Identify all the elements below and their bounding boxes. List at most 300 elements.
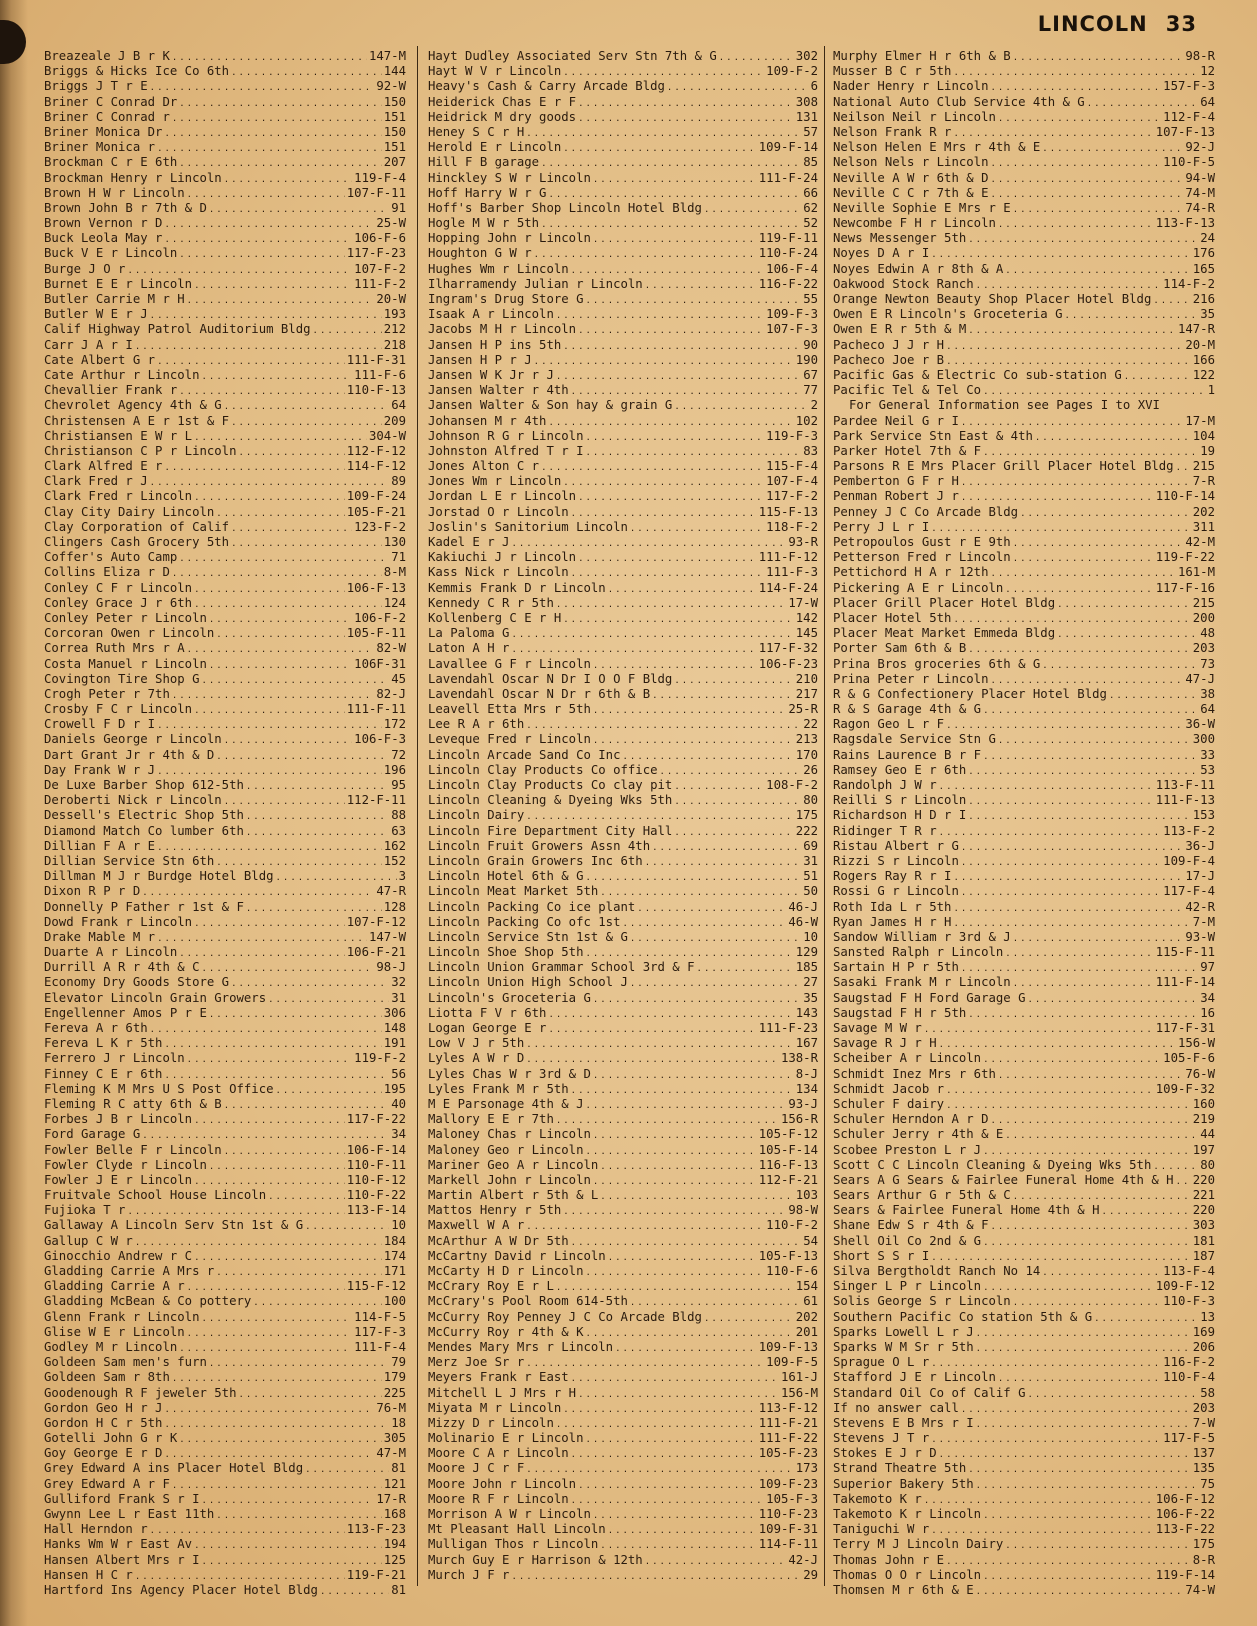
leader-dots: [526, 127, 801, 140]
leader-dots: [231, 977, 389, 990]
listing-phone-number: 145: [795, 626, 818, 641]
listing-phone-number: 109-F-23: [758, 1476, 818, 1491]
listing-row: [833, 1279, 1215, 1294]
leader-dots: [548, 1008, 793, 1021]
leader-dots: [961, 841, 1184, 854]
listing-name: Lavendahl Oscar N Dr r 6th & B: [428, 686, 651, 701]
listing-name: Clark Fred r J: [44, 474, 148, 489]
listing-row: [428, 1264, 818, 1279]
listing-phone-number: 161-J: [780, 1370, 818, 1385]
listing-row: [833, 79, 1215, 94]
listing-phone-number: 151: [383, 109, 406, 124]
listing-phone-number: 92-J: [1185, 140, 1215, 155]
listing-row: [428, 49, 818, 64]
leader-dots: [150, 1023, 382, 1036]
leader-dots: [674, 826, 793, 839]
listing-row: [833, 1416, 1215, 1431]
listing-name: Low V J r 5th: [428, 1036, 525, 1051]
listing-name: Herold E r Lincoln: [428, 140, 562, 155]
listing-phone-number: 12: [1200, 64, 1215, 79]
listing-phone-number: 110-F-4: [1163, 1370, 1215, 1385]
listing-name: Nelson Frank R r: [833, 124, 952, 139]
listing-row: [44, 64, 406, 79]
leader-dots: [268, 993, 389, 1006]
listing-row: [44, 1082, 406, 1097]
leader-dots: [953, 871, 1183, 884]
listing-row: [44, 763, 406, 778]
listing-phone-number: 115-F-11: [1155, 945, 1215, 960]
leader-dots: [194, 491, 345, 504]
listing-name: Lincoln Meat Market 5th: [428, 884, 599, 899]
leader-dots: [216, 507, 344, 520]
listing-row: [428, 459, 818, 474]
listing-name: Savage M W r: [833, 1021, 922, 1035]
listing-name: Corcoran Owen r Lincoln: [44, 626, 215, 641]
leader-dots: [674, 795, 801, 808]
leader-dots: [990, 1220, 1190, 1233]
listing-name: Solis George S r Lincoln: [833, 1294, 1011, 1309]
leader-dots: [209, 1160, 345, 1173]
listing-row: [833, 535, 1215, 550]
listing-phone-number: 17-J: [1185, 869, 1215, 884]
listing-phone-number: 129: [795, 945, 818, 960]
listing-name: Fereva A r 6th: [44, 1021, 148, 1035]
listing-phone-number: 117-F-32: [758, 641, 818, 656]
leader-dots: [201, 962, 374, 975]
listing-name: Owen E R r 5th & M: [833, 322, 967, 337]
listing-row: [833, 1173, 1215, 1188]
listing-row: [833, 763, 1215, 778]
listing-phone-number: 83: [803, 443, 818, 458]
listing-phone-number: 130: [383, 535, 406, 549]
listing-row: [428, 1310, 818, 1325]
page-header: [1038, 12, 1197, 36]
listing-phone-number: 162: [383, 838, 406, 853]
listing-phone-number: 38: [1200, 686, 1215, 701]
listing-phone-number: 109-F-14: [758, 140, 818, 155]
listing-row: [833, 1218, 1215, 1233]
listing-row: [44, 1112, 406, 1127]
listing-name: Finney C E r 6th: [44, 1066, 163, 1081]
leader-dots: [585, 446, 801, 459]
listing-phone-number: 106-F-13: [346, 580, 406, 595]
listing-name: Kakiuchi J r Lincoln: [428, 550, 577, 565]
leader-dots: [976, 1585, 1184, 1598]
listing-row: [428, 307, 818, 322]
listing-row: [833, 1158, 1215, 1173]
listing-phone-number: 191: [383, 1036, 406, 1051]
listing-phone-number: 112-F-4: [1163, 109, 1215, 124]
listing-row: [44, 1097, 406, 1112]
leader-dots: [1005, 583, 1153, 596]
listing-name: R & G Confectionery Placer Hotel Bldg: [833, 686, 1107, 701]
listing-name: Hansen Albert Mrs r I: [44, 1552, 200, 1567]
listing-phone-number: 44: [1200, 1127, 1215, 1142]
leader-dots: [983, 1509, 1154, 1522]
listing-row: [44, 322, 406, 337]
listing-name: Liotta F V r 6th: [428, 1005, 547, 1020]
listing-name: Coffer's Auto Camp: [44, 550, 178, 565]
listing-row: [428, 429, 818, 444]
listing-name: Leveque Fred r Lincoln: [428, 732, 591, 747]
leader-dots: [1035, 431, 1191, 444]
listing-name: Gulliford Frank S r I: [44, 1491, 200, 1506]
leader-dots: [571, 1494, 765, 1507]
leader-dots: [976, 279, 1162, 292]
listing-phone-number: 210: [795, 671, 818, 686]
listing-row: [833, 1051, 1215, 1066]
listing-row: [44, 1127, 406, 1142]
leader-dots: [578, 324, 764, 337]
listing-name: Sparks W M Sr r 5th: [833, 1339, 974, 1354]
leader-dots: [961, 1403, 1191, 1416]
leader-dots: [578, 112, 794, 125]
listing-name: Lincoln Union Grammar School 3rd & F: [428, 960, 695, 975]
listing-name: McCurry Roy r 4th & K: [428, 1324, 584, 1339]
listing-phone-number: 116-F-13: [758, 1157, 818, 1172]
listing-phone-number: 181: [1192, 1233, 1215, 1248]
listing-phone-number: 105-F-3: [766, 1491, 818, 1506]
leader-dots: [946, 719, 1183, 732]
listing-phone-number: 82-W: [376, 641, 406, 656]
leader-dots: [172, 567, 382, 580]
listing-name: Dixon R P r D: [44, 884, 141, 899]
listing-row: [428, 216, 818, 231]
listing-row: [833, 1021, 1215, 1036]
leader-dots: [968, 795, 1154, 808]
leader-dots: [1042, 142, 1183, 155]
listing-name: Penney J C Co Arcade Bldg: [833, 504, 1019, 519]
listing-phone-number: 93-R: [788, 535, 818, 549]
listing-phone-number: 124: [383, 595, 406, 610]
leader-dots: [216, 1266, 382, 1279]
leader-dots: [953, 66, 1198, 79]
listing-row: [44, 945, 406, 960]
listing-row: [44, 155, 406, 170]
listing-row: [833, 1477, 1215, 1492]
leader-dots: [924, 1023, 1154, 1036]
listing-name: Sprague O L r: [833, 1355, 930, 1370]
leader-dots: [135, 1570, 345, 1583]
listing-row: [428, 1492, 818, 1507]
leader-dots: [674, 674, 793, 687]
listing-phone-number: 106-F-2: [354, 610, 406, 625]
listing-row: [44, 338, 406, 353]
listing-row: [428, 596, 818, 611]
listing-row: [833, 322, 1215, 337]
listing-row: [44, 1477, 406, 1492]
listing-phone-number: 110-F-24: [758, 246, 818, 261]
listing-phone-number: 165: [1192, 261, 1215, 276]
listing-row: [44, 657, 406, 672]
listing-name: Brown Vernon r D: [44, 216, 163, 231]
leader-dots: [164, 1038, 381, 1051]
listing-phone-number: 17-M: [1185, 413, 1215, 428]
listing-name: Hinckley S W r Lincoln: [428, 170, 591, 185]
listing-row: [833, 520, 1215, 535]
leader-dots: [239, 1388, 382, 1401]
listing-row: [44, 79, 406, 94]
listing-row: [44, 398, 406, 413]
listing-name: Schuler Jerry r 4th & E: [833, 1127, 1004, 1142]
leader-dots: [1013, 203, 1184, 216]
listing-phone-number: 110-F-23: [758, 1507, 818, 1521]
leader-dots: [1013, 977, 1154, 990]
listing-row: [428, 702, 818, 717]
listing-name: Sansted Ralph r Lincoln: [833, 945, 1004, 960]
listing-phone-number: 106-F-23: [758, 656, 818, 671]
listing-row: [833, 64, 1215, 79]
leader-dots: [593, 659, 757, 672]
listing-row: [833, 155, 1215, 170]
listing-row: [44, 201, 406, 216]
listing-row: [428, 1203, 818, 1218]
listing-phone-number: 106F-31: [354, 656, 406, 671]
leader-dots: [585, 1433, 756, 1446]
leader-dots: [268, 1190, 345, 1203]
leader-dots: [998, 218, 1154, 231]
page-number: 33: [1165, 12, 1197, 36]
leader-dots: [216, 1509, 382, 1522]
city-title: LINCOLN: [1037, 12, 1148, 36]
listing-name: Briggs J T r E: [44, 79, 148, 94]
listing-name: Burnet E E r Lincoln: [44, 276, 193, 291]
leader-dots: [946, 1084, 1154, 1097]
listing-phone-number: 113-F-11: [1155, 778, 1215, 792]
listing-row: [833, 824, 1215, 839]
listing-phone-number: 51: [803, 869, 818, 884]
listing-phone-number: 117-F-22: [346, 1112, 406, 1127]
leader-dots: [593, 173, 757, 186]
listing-phone-number: 42-M: [1185, 535, 1215, 549]
listing-row: [833, 1249, 1215, 1264]
listing-row: [44, 216, 406, 231]
listing-name: Hansen H C r: [44, 1567, 133, 1582]
leader-dots: [313, 324, 382, 337]
listing-row: [833, 1553, 1215, 1568]
listing-phone-number: 85: [803, 155, 818, 170]
listing-phone-number: 8-R: [1192, 1552, 1215, 1567]
listing-phone-number: 116-F-22: [758, 276, 818, 291]
listing-phone-number: 117-F-5: [1163, 1431, 1215, 1446]
listing-phone-number: 196: [383, 762, 406, 777]
leader-dots: [578, 1388, 779, 1401]
leader-dots: [983, 750, 1198, 763]
listing-name: Heavy's Cash & Carry Arcade Bldg: [428, 79, 665, 94]
leader-dots: [968, 1008, 1198, 1021]
leader-dots: [983, 385, 1206, 398]
listing-row: [833, 1203, 1215, 1218]
listing-row: [44, 839, 406, 854]
listing-name: Maloney Chas r Lincoln: [428, 1127, 591, 1142]
leader-dots: [976, 1327, 1191, 1340]
listing-row: [44, 1310, 406, 1325]
listing-phone-number: 63: [391, 823, 406, 838]
listing-name: Parsons R E Mrs Placer Grill Placer Hotel Bldg: [833, 459, 1174, 474]
listing-phone-number: 135: [1192, 1461, 1215, 1476]
leader-dots: [164, 1448, 374, 1461]
listing-name: Lincoln Shoe Shop 5th: [428, 945, 584, 960]
listing-row: [428, 368, 818, 383]
listing-row: [44, 930, 406, 945]
listing-row: [44, 1340, 406, 1355]
leader-dots: [164, 461, 344, 474]
listing-name: Scott C C Lincoln Cleaning & Dyeing Wks 5th: [833, 1157, 1152, 1172]
listing-row: [428, 1158, 818, 1173]
listing-name: Dowd Frank r Lincoln: [44, 914, 193, 929]
leader-dots: [1153, 294, 1190, 307]
listing-row: [44, 1446, 406, 1461]
listing-phone-number: 34: [391, 1127, 406, 1142]
listing-name: Gallup C W r: [44, 1233, 133, 1248]
leader-dots: [585, 1266, 764, 1279]
listing-name: Maloney Geo r Lincoln: [428, 1142, 584, 1157]
listing-row: [44, 1143, 406, 1158]
listing-phone-number: 115-F-12: [346, 1279, 406, 1294]
listing-phone-number: 81: [391, 1461, 406, 1476]
leader-dots: [1005, 947, 1153, 960]
listing-name: Kadel E r J: [428, 535, 510, 549]
listing-row: [833, 1492, 1215, 1507]
listing-phone-number: 76-M: [376, 1400, 406, 1415]
listing-name: Lee R A r 6th: [428, 717, 525, 732]
listing-name: Dillian F A r E: [44, 838, 156, 853]
leader-dots: [983, 1053, 1161, 1066]
listing-phone-number: 119-F-2: [354, 1051, 406, 1066]
listing-row: [833, 1583, 1215, 1598]
listing-name: Stokes E J r D: [833, 1446, 937, 1461]
leader-dots: [1013, 537, 1184, 550]
listing-phone-number: 194: [383, 1537, 406, 1552]
listing-row: [428, 322, 818, 337]
listing-name: Cate Albert G r: [44, 352, 156, 367]
listing-name: Clark Fred r Lincoln: [44, 489, 193, 504]
leader-dots: [600, 886, 801, 899]
leader-dots: [939, 1038, 1176, 1051]
listing-phone-number: 119-F-4: [354, 170, 406, 185]
leader-dots: [164, 233, 352, 246]
listing-phone-number: 17-R: [376, 1491, 406, 1506]
listing-row: [833, 125, 1215, 140]
listing-row: [44, 1234, 406, 1249]
leader-dots: [541, 461, 764, 474]
leader-dots: [1057, 628, 1198, 641]
leader-dots: [1094, 1312, 1198, 1325]
leader-dots: [187, 1053, 353, 1066]
leader-dots: [187, 1281, 345, 1294]
listing-phone-number: 2: [810, 398, 818, 413]
listing-phone-number: 47-M: [376, 1446, 406, 1461]
listing-phone-number: 169: [1192, 1324, 1215, 1339]
listing-phone-number: 119-F-21: [346, 1567, 406, 1582]
listing-name: Hoff Harry W r G: [428, 185, 547, 200]
listing-name: Markell John r Lincoln: [428, 1172, 591, 1187]
listing-name: Pacific Tel & Tel Co: [833, 383, 982, 398]
listing-phone-number: 175: [795, 808, 818, 823]
listing-phone-number: 110-F-5: [1163, 155, 1215, 170]
listing-row: [428, 1416, 818, 1431]
leader-dots: [630, 932, 801, 945]
listing-phone-number: 64: [391, 398, 406, 413]
listing-phone-number: 108-F-2: [766, 778, 818, 792]
listing-row: [44, 824, 406, 839]
listing-row: [428, 854, 818, 869]
listing-phone-number: 200: [1192, 610, 1215, 625]
listing-row: [428, 732, 818, 747]
listing-row: [428, 1507, 818, 1522]
listing-row: [833, 246, 1215, 261]
leader-dots: [224, 1145, 345, 1158]
listing-name: Durrill A R r 4th & C: [44, 960, 200, 975]
listing-phone-number: 80: [1200, 1157, 1215, 1172]
listing-row: [428, 793, 818, 808]
listing-row: [44, 1158, 406, 1173]
listing-name: Newcombe F H r Lincoln: [833, 216, 996, 231]
listing-phone-number: 104: [1192, 428, 1215, 443]
listing-name: Fruitvale School House Lincoln: [44, 1188, 267, 1203]
listing-phone-number: 216: [1192, 292, 1215, 306]
listing-name: Briner C Conrad r: [44, 109, 170, 124]
listing-phone-number: 111-F-4: [354, 1339, 406, 1354]
listing-phone-number: 17-W: [788, 595, 818, 610]
leader-dots: [585, 871, 801, 884]
listing-name: Clay Corporation of Calif: [44, 519, 230, 534]
listing-row: [833, 505, 1215, 520]
listing-phone-number: 46-W: [788, 914, 818, 929]
listing-phone-number: 106-F-6: [354, 231, 406, 246]
listing-name: Ridinger T R r: [833, 823, 937, 838]
listing-row: [44, 292, 406, 307]
listing-column-1: [44, 49, 406, 1597]
listing-row: [44, 672, 406, 687]
listing-phone-number: 222: [795, 823, 818, 838]
listing-row: [833, 459, 1215, 474]
listing-row: [833, 1325, 1215, 1340]
leader-dots: [697, 962, 794, 975]
listing-phone-number: 47-J: [1185, 671, 1215, 686]
listing-name: National Auto Club Service 4th & G: [833, 94, 1085, 109]
leader-dots: [1124, 370, 1191, 383]
listing-phone-number: 107-F-3: [766, 322, 818, 337]
listing-row: [44, 474, 406, 489]
leader-dots: [150, 1524, 345, 1537]
leader-dots: [201, 1312, 352, 1325]
listing-name: Saugstad F H Ford Garage G: [833, 990, 1026, 1005]
listing-row: [833, 1355, 1215, 1370]
listing-phone-number: 8-J: [795, 1066, 818, 1081]
listing-name: Isaak A r Lincoln: [428, 307, 554, 322]
listing-phone-number: 203: [1192, 1400, 1215, 1415]
listing-name: Ford Garage G: [44, 1127, 141, 1142]
leader-dots: [946, 355, 1191, 368]
listing-row: [44, 459, 406, 474]
listing-phone-number: 105-F-14: [758, 1142, 818, 1157]
listing-row: [833, 1294, 1215, 1309]
listing-name: Buck V E r Lincoln: [44, 246, 178, 261]
listing-row: [428, 171, 818, 186]
leader-dots: [961, 416, 1184, 429]
listing-row: [44, 1537, 406, 1552]
listing-row: [833, 171, 1215, 186]
listing-phone-number: 19: [1200, 443, 1215, 458]
listing-row: [44, 110, 406, 125]
leader-dots: [216, 628, 344, 641]
listing-name: Singer L P r Lincoln: [833, 1279, 982, 1294]
column-divider: [824, 46, 825, 1586]
listing-row: [428, 474, 818, 489]
leader-dots: [216, 856, 382, 869]
listing-name: Saugstad F H r 5th: [833, 1005, 967, 1020]
